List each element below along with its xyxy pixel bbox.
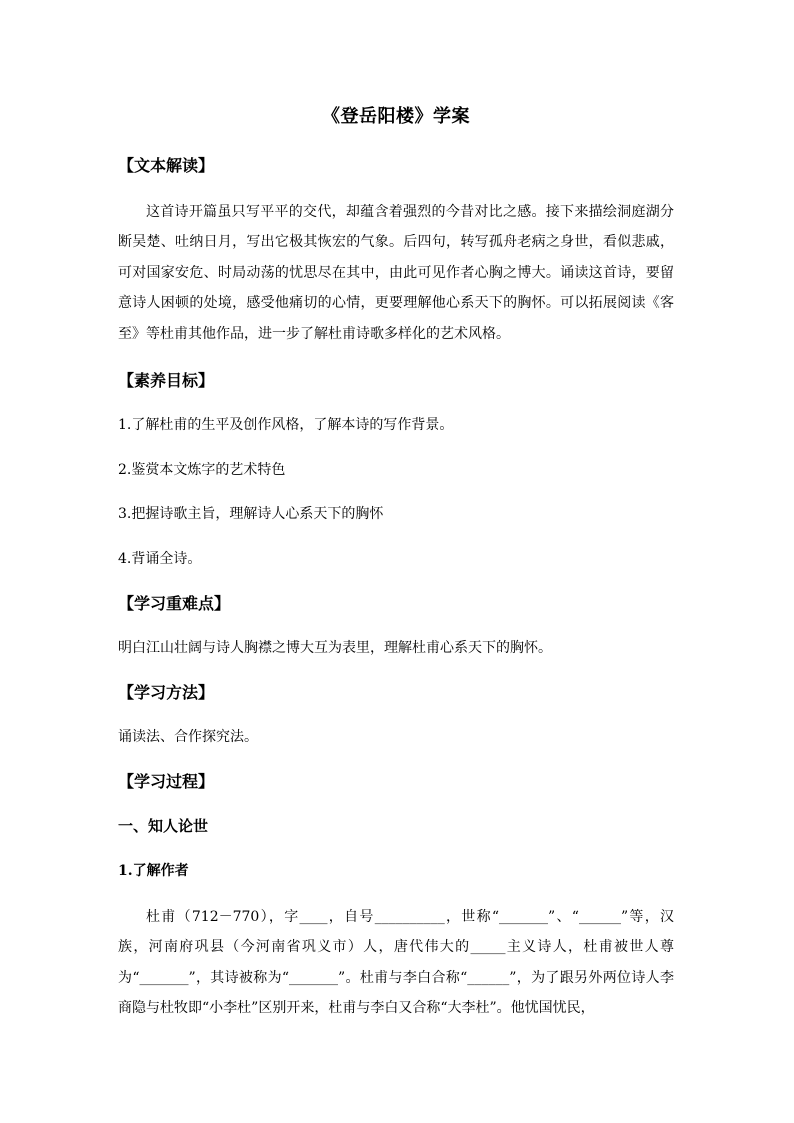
- goal-item-2: 2.鉴赏本文炼字的艺术特色: [118, 462, 286, 478]
- goal-item-3: 3.把握诗歌主旨，理解诗人心系天下的胸怀: [118, 506, 384, 522]
- heading-process: 【学习过程】: [118, 772, 215, 791]
- heading-key-points: 【学习重难点】: [118, 594, 231, 613]
- subheading-understand-author: 1.了解作者: [118, 863, 189, 879]
- heading-methods: 【学习方法】: [118, 683, 215, 702]
- text-reading-paragraph: 这首诗开篇虽只写平平的交代，却蕴含着强烈的今昔对比之感。接下来描绘洞庭湖分断吴楚、吐纳日月，写出它极其恢宏的气象。后四句，转写孤舟老病之身世，看似悲戚，可对国家安危、时局动荡的忧思尽在其中，由此可见作者心胸之博大。诵读这首诗，要留意诗人困顿的处境，感受他痛切的心情，更要理解他心系天下的胸怀。可以拓展阅读《客至》等杜甫其他作品，进一步了解杜甫诗歌多样化的艺术风格。: [118, 204, 674, 342]
- goal-item-4: 4.背诵全诗。: [118, 551, 202, 567]
- heading-text-reading: 【文本解读】: [118, 156, 215, 175]
- subheading-know-author-era: 一、知人论世: [118, 817, 209, 835]
- key-points-text: 明白江山壮阔与诗人胸襟之博大互为表里，理解杜甫心系天下的胸怀。: [118, 640, 552, 656]
- document-title: 《登岳阳楼》学案: [322, 106, 470, 127]
- author-intro-paragraph: 杜甫（712－770），字____，自号__________，世称“_______”、“______”等，汉族，河南府巩县（今河南省巩义市）人，唐代伟大的_____主义诗人，杜甫被世人尊为“_______”，其诗被称为“_______”。杜甫与李白合称“______”，为了跟另外两位诗人李商隐与杜牧即“小李杜”区别开来，杜甫与李白又合称“大李杜”。他忧国忧民，: [118, 909, 674, 1017]
- heading-goals: 【素养目标】: [118, 371, 215, 390]
- methods-text: 诵读法、合作探究法。: [118, 729, 258, 745]
- goal-item-1: 1.了解杜甫的生平及创作风格，了解本诗的写作背景。: [118, 417, 454, 433]
